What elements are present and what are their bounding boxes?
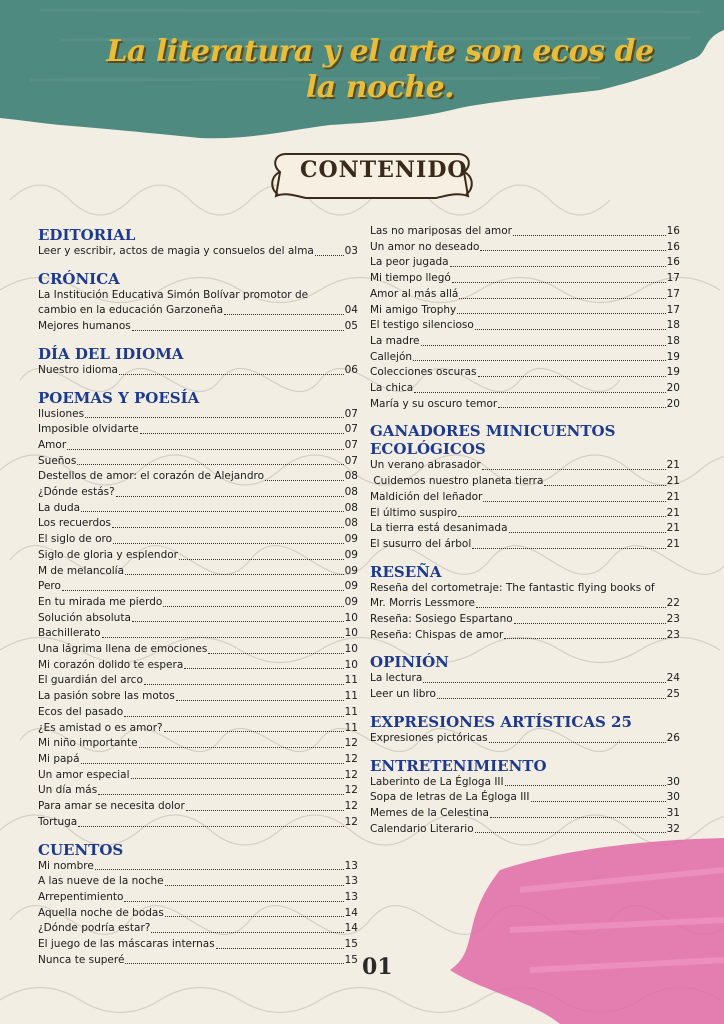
contents-entry[interactable]: [38, 906, 358, 922]
dot-leader: [176, 700, 344, 701]
dot-leader: [513, 235, 666, 236]
entry-page: 19: [666, 366, 680, 379]
entry-title-continued: cambio en la educación Garzoneña: [38, 304, 224, 317]
entry-page: 07: [344, 423, 358, 436]
dot-leader: [113, 543, 344, 544]
contents-section: [370, 563, 680, 644]
dot-leader: [102, 637, 344, 638]
dot-leader: [112, 527, 344, 528]
contents-entry[interactable]: [370, 490, 680, 506]
entry-title: Siglo de gloria y esplendor: [38, 548, 178, 561]
contents-entry[interactable]: [370, 806, 680, 822]
section-heading: CUENTOS: [38, 840, 124, 859]
contents-entry[interactable]: [38, 626, 358, 642]
entry-page: 07: [344, 438, 358, 451]
dot-leader: [98, 794, 343, 795]
entry-page: 25: [666, 688, 680, 701]
entry-page: 15: [344, 938, 358, 951]
contents-entry[interactable]: [370, 506, 680, 522]
dot-leader: [81, 763, 344, 764]
entry-page: 05: [344, 320, 358, 333]
entry-page: 16: [666, 225, 680, 237]
entry-title: Pero: [38, 580, 61, 593]
entry-page: 09: [344, 580, 358, 593]
contents-entry[interactable]: [370, 350, 680, 366]
entry-page: 20: [666, 382, 680, 395]
contents-entry[interactable]: [38, 485, 358, 501]
dot-leader: [186, 810, 344, 811]
contents-entry[interactable]: [38, 501, 358, 517]
contents-section: [38, 345, 358, 379]
section-heading: OPINIÓN: [370, 653, 449, 672]
dot-leader: [437, 698, 666, 699]
dot-leader: [315, 255, 344, 256]
contents-right-column: [370, 224, 680, 837]
contents-entry[interactable]: [370, 775, 680, 791]
entry-page: 09: [344, 564, 358, 577]
entry-page: 30: [666, 775, 680, 788]
section-heading: GANADORES MINICUENTOS ECOLÓGICOS: [370, 422, 616, 459]
contents-entry[interactable]: [370, 822, 680, 838]
dot-leader: [132, 330, 344, 331]
dot-leader: [208, 653, 343, 654]
entry-title: Ecos del pasado: [38, 705, 124, 718]
section-heading: ENTRETENIMIENTO: [370, 756, 547, 775]
dot-leader: [476, 607, 666, 608]
entry-title: Imposible olvidarte: [38, 423, 139, 436]
contents-entry[interactable]: [370, 671, 680, 687]
entry-page: 11: [344, 674, 358, 687]
entry-page: 12: [344, 752, 358, 765]
entry-title: La peor jugada: [370, 256, 449, 269]
contents-entry[interactable]: [38, 516, 358, 532]
section-heading: RESEÑA: [370, 562, 442, 581]
entry-page: 23: [666, 628, 680, 641]
dot-leader: [132, 621, 344, 622]
entry-title: Colecciones oscuras: [370, 366, 477, 379]
contents-entry[interactable]: [370, 474, 680, 490]
entry-page: 15: [344, 953, 358, 966]
dot-leader: [531, 801, 666, 802]
entry-title: Laberinto de La Égloga III: [370, 775, 504, 788]
contents-section: [370, 224, 680, 412]
entry-page: 24: [666, 672, 680, 685]
entry-page: 19: [666, 350, 680, 363]
dot-leader: [179, 559, 344, 560]
entry-title: Amor: [38, 438, 67, 451]
dot-leader: [421, 345, 666, 346]
dot-leader: [78, 826, 343, 827]
dot-leader: [62, 590, 344, 591]
contents-section: [38, 270, 358, 335]
entry-title: La tierra está desanimada: [370, 522, 508, 535]
contents-entry[interactable]: [38, 815, 358, 831]
entry-page: 17: [666, 287, 680, 300]
contents-entry[interactable]: [38, 921, 358, 937]
entry-title: Calendario Literario: [370, 822, 474, 835]
dot-leader: [498, 407, 665, 408]
entry-title: Para amar se necesita dolor: [38, 800, 185, 813]
entry-title: Callejón: [370, 350, 413, 363]
entry-title: Cuidemos nuestro planeta tierra: [370, 475, 544, 488]
contents-section: [38, 841, 358, 969]
entry-title: Un amor especial: [38, 768, 130, 781]
contents-entry[interactable]: [38, 937, 358, 953]
entry-title: Los recuerdos: [38, 517, 112, 530]
entry-title: Mejores humanos: [38, 320, 131, 333]
dot-leader: [151, 932, 343, 933]
contents-entry[interactable]: [38, 407, 358, 423]
entry-page: 21: [666, 490, 680, 503]
contents-entry[interactable]: [38, 595, 358, 611]
entry-title: ¿Es amistad o es amor?: [38, 721, 163, 734]
entry-title: ¿Dónde estás?: [38, 486, 115, 499]
entry-title: Destellos de amor: el corazón de Alejandro: [38, 470, 265, 483]
entry-page: 11: [344, 690, 358, 703]
entry-page: 12: [344, 737, 358, 750]
entry-page: 16: [666, 240, 680, 253]
entry-page: 08: [344, 501, 358, 514]
contents-entry[interactable]: [370, 612, 680, 628]
contents-entry[interactable]: [38, 783, 358, 799]
contents-entry[interactable]: [38, 319, 358, 335]
section-heading: EDITORIAL: [38, 226, 136, 244]
dot-leader: [458, 516, 665, 517]
entry-page: 06: [344, 363, 358, 376]
entry-page: 20: [666, 397, 680, 410]
contents-entry[interactable]: [38, 705, 358, 721]
entry-title: La pasión sobre las motos: [38, 690, 175, 703]
dot-leader: [544, 485, 665, 486]
dot-leader: [85, 417, 344, 418]
dot-leader: [124, 901, 343, 902]
entry-page: 10: [344, 627, 358, 640]
entry-page: 13: [344, 875, 358, 888]
contents-entry[interactable]: [38, 799, 358, 815]
entry-title: Leer un libro: [370, 688, 436, 701]
entry-page: 04: [344, 304, 358, 317]
entry-page: 13: [344, 859, 358, 872]
dot-leader: [265, 480, 344, 481]
dot-leader: [483, 501, 665, 502]
dot-leader: [472, 548, 665, 549]
entry-page: 26: [666, 731, 680, 744]
dot-leader: [77, 464, 343, 465]
entry-page: 07: [344, 454, 358, 467]
entry-page: 30: [666, 791, 680, 804]
contents-entry[interactable]: [370, 287, 680, 303]
dot-leader: [475, 329, 666, 330]
contents-entry[interactable]: [38, 579, 358, 595]
dot-leader: [165, 916, 344, 917]
entry-title: Amor al más allá: [370, 287, 459, 300]
contents-entry[interactable]: [370, 687, 680, 703]
contents-section: [38, 226, 358, 260]
contents-entry[interactable]: [370, 790, 680, 806]
contents-entry[interactable]: [370, 303, 680, 319]
dot-leader: [423, 682, 665, 683]
entry-page: 21: [666, 459, 680, 472]
contents-entry[interactable]: [38, 890, 358, 906]
dot-leader: [119, 374, 344, 375]
entry-title: Memes de la Celestina: [370, 806, 489, 819]
entry-title: Las no mariposas del amor: [370, 225, 512, 237]
entry-title: El último suspiro: [370, 506, 458, 519]
entry-title: Un verano abrasador: [370, 459, 481, 472]
entry-page: 09: [344, 595, 358, 608]
entry-page: 14: [344, 906, 358, 919]
contents-entry[interactable]: [38, 288, 358, 319]
page-number: 01: [362, 954, 393, 980]
entry-title: El guardián del arco: [38, 674, 143, 687]
contents-left-column: [38, 216, 358, 968]
entry-title: Un día más: [38, 784, 98, 797]
entry-title: Un amor no deseado: [370, 240, 480, 253]
entry-page: 16: [666, 256, 680, 269]
entry-page: 09: [344, 548, 358, 561]
entry-title: Maldición del leñador: [370, 490, 483, 503]
entry-page: 08: [344, 470, 358, 483]
dot-leader: [452, 282, 666, 283]
entry-title: El juego de las máscaras internas: [38, 938, 215, 951]
entry-page: 14: [344, 922, 358, 935]
contents-entry[interactable]: [370, 628, 680, 644]
contents-entry[interactable]: [370, 240, 680, 256]
contents-entry[interactable]: [370, 731, 680, 747]
contents-entry[interactable]: [38, 422, 358, 438]
entry-title: La duda: [38, 501, 81, 514]
dot-leader: [125, 963, 343, 964]
contents-entry[interactable]: [38, 642, 358, 658]
dot-leader: [504, 638, 665, 639]
dot-leader: [489, 742, 666, 743]
entry-page: 21: [666, 537, 680, 550]
entry-title: Nunca te superé: [38, 953, 125, 966]
dot-leader: [95, 869, 344, 870]
entry-page: 11: [344, 705, 358, 718]
entry-title: La madre: [370, 334, 420, 347]
entry-page: 32: [666, 822, 680, 835]
entry-title: Mi nombre: [38, 859, 94, 872]
entry-title: Aquella noche de bodas: [38, 906, 164, 919]
entry-title: Sueños: [38, 454, 77, 467]
entry-title: M de melancolía: [38, 564, 125, 577]
dot-leader: [131, 778, 344, 779]
dot-leader: [478, 376, 666, 377]
entry-page: 12: [344, 784, 358, 797]
entry-title: Una lágrima llena de emociones: [38, 643, 208, 656]
contents-entry[interactable]: [38, 736, 358, 752]
contents-entry[interactable]: [370, 365, 680, 381]
entry-page: 10: [344, 611, 358, 624]
contents-section: [370, 653, 680, 702]
entry-title: La chica: [370, 382, 414, 395]
dot-leader: [144, 684, 344, 685]
entry-title: Mi corazón dolido te espera: [38, 658, 184, 671]
contents-entry[interactable]: [38, 768, 358, 784]
contents-entry[interactable]: [38, 244, 358, 260]
page-title: [90, 34, 670, 106]
contents-entry[interactable]: [370, 521, 680, 537]
contents-entry[interactable]: [370, 318, 680, 334]
dot-leader: [459, 298, 665, 299]
entry-page: 12: [344, 768, 358, 781]
entry-title: Mi niño importante: [38, 737, 138, 750]
entry-page: 18: [666, 334, 680, 347]
contents-entry[interactable]: [370, 255, 680, 271]
entry-title: Nuestro idioma: [38, 363, 118, 376]
title-line-1: La literatura y el arte son ecos de: [106, 34, 654, 69]
contents-section: [370, 757, 680, 838]
entry-title: Reseña del cortometraje: The fantastic flying books of: [370, 581, 655, 594]
entry-title: A las nueve de la noche: [38, 875, 164, 888]
contents-entry[interactable]: [370, 334, 680, 350]
entry-title: Tortuga: [38, 815, 78, 828]
entry-title: Ilusiones: [38, 407, 85, 420]
pink-brush-stroke: [440, 830, 724, 1024]
entry-title: Bachillerato: [38, 627, 101, 640]
entry-title: Expresiones pictóricas: [370, 731, 488, 744]
contents-entry[interactable]: [38, 673, 358, 689]
dot-leader: [482, 469, 666, 470]
entry-page: 08: [344, 486, 358, 499]
dot-leader: [450, 266, 666, 267]
dot-leader: [514, 623, 666, 624]
contents-entry[interactable]: [38, 469, 358, 485]
contents-section: [370, 422, 680, 552]
contents-entry[interactable]: [370, 458, 680, 474]
entry-title: Mi amigo Trophy: [370, 303, 457, 316]
entry-title: Sopa de letras de La Égloga III: [370, 791, 530, 804]
entry-page: 21: [666, 475, 680, 488]
title-line-2: la noche.: [305, 70, 455, 105]
contents-entry[interactable]: [370, 397, 680, 413]
entry-title: Arrepentimiento: [38, 890, 124, 903]
dot-leader: [480, 250, 665, 251]
contents-entry[interactable]: [38, 454, 358, 470]
entry-page: 10: [344, 658, 358, 671]
contents-entry[interactable]: [38, 564, 358, 580]
contents-entry[interactable]: [38, 438, 358, 454]
entry-page: 11: [344, 721, 358, 734]
dot-leader: [164, 731, 344, 732]
contents-entry[interactable]: [370, 537, 680, 553]
dot-leader: [81, 511, 344, 512]
dot-leader: [509, 532, 666, 533]
entry-title: La Institución Educativa Simón Bolívar promotor de: [38, 288, 309, 301]
contents-entry[interactable]: [38, 363, 358, 379]
dot-leader: [413, 360, 666, 361]
contents-entry[interactable]: [38, 689, 358, 705]
contents-entry[interactable]: [38, 874, 358, 890]
contents-entry[interactable]: [38, 532, 358, 548]
dot-leader: [163, 606, 343, 607]
entry-title: Mi tiempo llegó: [370, 272, 451, 285]
entry-page: 21: [666, 522, 680, 535]
contents-entry[interactable]: [370, 581, 680, 612]
entry-title: El susurro del árbol: [370, 537, 472, 550]
contents-entry[interactable]: [370, 224, 680, 240]
entry-title: El testigo silencioso: [370, 319, 474, 332]
entry-page: 08: [344, 517, 358, 530]
dot-leader: [457, 313, 665, 314]
entry-title: En tu mirada me pierdo: [38, 595, 163, 608]
dot-leader: [140, 433, 344, 434]
contents-entry[interactable]: [38, 658, 358, 674]
entry-page: 18: [666, 319, 680, 332]
entry-title-continued: Mr. Morris Lessmore: [370, 597, 476, 610]
contents-entry[interactable]: [38, 752, 358, 768]
entry-page: 21: [666, 506, 680, 519]
section-heading: DÍA DEL IDIOMA: [38, 344, 184, 363]
contents-section: [38, 389, 358, 831]
entry-title: María y su oscuro temor: [370, 397, 498, 410]
dot-leader: [505, 785, 666, 786]
dot-leader: [216, 948, 344, 949]
entry-title: Reseña: Chispas de amor: [370, 628, 504, 641]
entry-page: 10: [344, 643, 358, 656]
dot-leader: [116, 496, 344, 497]
entry-page: 22: [666, 597, 680, 610]
contents-entry[interactable]: [38, 611, 358, 627]
entry-title: La lectura: [370, 672, 423, 685]
entry-title: Reseña: Sosiego Espartano: [370, 613, 513, 626]
contents-section: [370, 713, 680, 747]
entry-page: 03: [344, 245, 358, 257]
entry-page: 17: [666, 303, 680, 316]
entry-page: 23: [666, 613, 680, 626]
entry-title: Solución absoluta: [38, 611, 131, 624]
dot-leader: [67, 449, 343, 450]
entry-title: El siglo de oro: [38, 533, 113, 546]
contents-entry[interactable]: [38, 859, 358, 875]
dot-leader: [490, 817, 666, 818]
dot-leader: [125, 574, 344, 575]
section-heading: CRÓNICA: [38, 269, 120, 288]
entry-page: 09: [344, 533, 358, 546]
contents-entry[interactable]: [370, 271, 680, 287]
contents-entry[interactable]: [38, 548, 358, 564]
dot-leader: [124, 716, 344, 717]
contents-entry[interactable]: [38, 721, 358, 737]
contents-label: CONTENIDO: [300, 157, 468, 183]
contents-entry[interactable]: [38, 953, 358, 969]
entry-title: Leer y escribir, actos de magia y consuelos del alma: [38, 245, 314, 257]
contents-entry[interactable]: [370, 381, 680, 397]
dot-leader: [414, 392, 665, 393]
entry-page: 12: [344, 800, 358, 813]
entry-page: 17: [666, 272, 680, 285]
section-heading: EXPRESIONES ARTÍSTICAS 25: [370, 712, 632, 731]
entry-title: Mi papá: [38, 752, 80, 765]
dot-leader: [224, 314, 344, 315]
entry-page: 12: [344, 815, 358, 828]
entry-page: 31: [666, 806, 680, 819]
dot-leader: [475, 832, 666, 833]
dot-leader: [165, 885, 344, 886]
section-heading: POEMAS Y POESÍA: [38, 388, 200, 407]
entry-page: 07: [344, 407, 358, 420]
entry-title: ¿Dónde podría estar?: [38, 922, 151, 935]
entry-page: 13: [344, 890, 358, 903]
dot-leader: [184, 668, 343, 669]
dot-leader: [139, 747, 344, 748]
